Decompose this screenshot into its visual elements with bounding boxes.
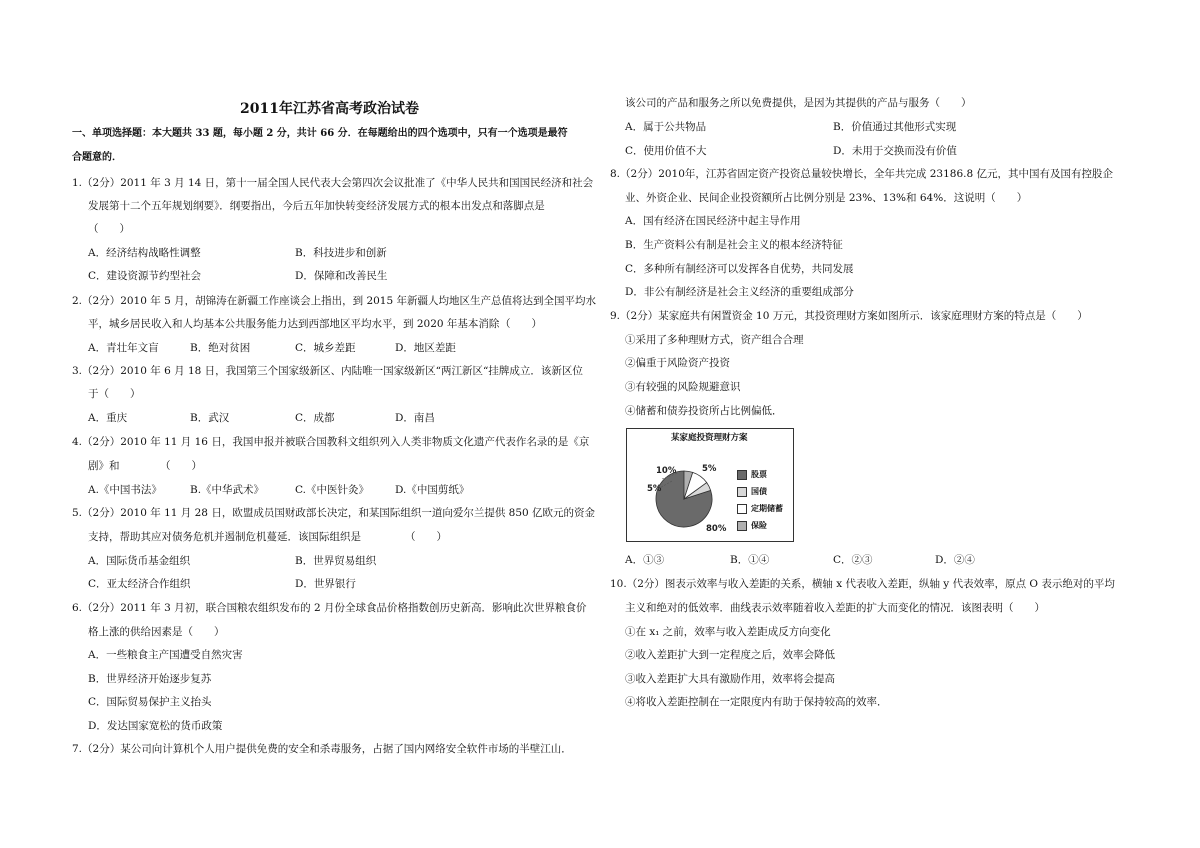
q2-paren: （ ）: [500, 318, 542, 330]
pie-chart-figure: [626, 428, 794, 542]
q9-option-d: D．②④: [935, 554, 975, 566]
q5-option-c: C．亚太经济合作组织: [88, 578, 191, 590]
q7-stem-1: 7.（2分）某公司向计算机个人用户提供免费的安全和杀毒服务，占据了国内网络安全软件市场的半壁江山．: [72, 743, 572, 755]
q10-stem-2: 主义和绝对的低效率．曲线表示效率随着收入差距的扩大而变化的情况．该图表明（ ）: [625, 602, 1045, 614]
chart-title: 某家庭投资理财方案: [671, 433, 748, 443]
q1-option-c: C．建设资源节约型社会: [88, 270, 202, 282]
section-heading: 一、单项选择题：本大题共 33 题，每小题 2 分，共计 66 分．在每题给出的四个选项中，只有一个选项是最符: [72, 128, 568, 139]
q9-stem-1: 9.（2分）某家庭共有闲置资金 10 万元，其投资理财方案如图所示．该家庭理财方案的特点是（ ）: [610, 310, 1088, 322]
q6-option-a: A．一些粮食主产国遭受自然灾害: [88, 649, 243, 661]
legend-label-0: 股票: [751, 469, 767, 479]
q8-option-d: D．非公有制经济是社会主义经济的重要组成部分: [625, 286, 854, 298]
q1-stem-1: 1.（2分）2011 年 3 月 14 日，第十一届全国人民代表大会第四次会议批准了《中华人民共和国国民经济和社会: [72, 177, 594, 189]
q1-option-b: B．科技进步和创新: [295, 247, 387, 259]
q3-option-a: A．重庆: [88, 412, 128, 424]
q4-stem-1: 4.（2分）2010 年 11 月 16 日，我国申报并被联合国教科文组织列入人类非物质文化遗产代表作名录的是《京: [72, 436, 590, 448]
q2-option-d: D．地区差距: [395, 342, 456, 354]
q10-statement-4: ④将收入差距控制在一定限度内有助于保持较高的效率．: [625, 696, 888, 708]
q8-option-c: C．多种所有制经济可以发挥各自优势，共同发展: [625, 263, 854, 275]
q3-option-b: B．武汉: [190, 412, 230, 424]
q2-stem-2: 平，城乡居民收入和人均基本公共服务能力达到西部地区平均水平，到 2020 年基本消除: [88, 318, 500, 330]
pie-label-0: 80%: [706, 524, 727, 534]
legend-swatch-2: [737, 504, 747, 514]
q2-option-c: C．城乡差距: [295, 342, 356, 354]
q6-option-b: B．世界经济开始逐步复苏: [88, 673, 212, 685]
q10-stem-1: 10.（2分）图表示效率与收入差距的关系，横轴 x 代表收入差距，纵轴 y 代表效率，原点 O 表示绝对的平均: [610, 578, 1115, 590]
q8-stem-2: 业、外资企业、民间企业投资额所占比例分别是 23%、13%和 64%．这说明（ ）: [625, 192, 1028, 204]
q9-option-a: A．①③: [625, 554, 665, 566]
legend-swatch-1: [737, 487, 747, 497]
q7-option-c: C．使用价值不大: [625, 145, 707, 157]
legend-swatch-3: [737, 521, 747, 531]
q10-statement-3: ③收入差距扩大具有激励作用，效率将会提高: [625, 673, 835, 685]
q8-stem-1: 8.（2分）2010年，江苏省固定资产投资总量较快增长，全年共完成 23186.8 亿元，其中国有及国有控股企: [610, 168, 1114, 180]
q1-paren: （ ）: [88, 223, 130, 235]
q10-statement-2: ②收入差距扩大到一定程度之后，效率会降低: [625, 649, 835, 661]
q5-option-a: A．国际货币基金组织: [88, 555, 191, 567]
q8-option-a: A．国有经济在国民经济中起主导作用: [625, 215, 801, 227]
q7-option-d: D．未用于交换而没有价值: [833, 145, 957, 157]
q1-option-d: D．保障和改善民生: [295, 270, 388, 282]
q7-stem-2: 该公司的产品和服务之所以免费提供，是因为其提供的产品与服务（ ）: [625, 97, 972, 109]
legend-label-2: 定期储蓄: [751, 503, 783, 513]
q4-option-d: D.《中国剪纸》: [395, 484, 470, 496]
legend-label-1: 国债: [751, 486, 767, 496]
q4-option-a: A.《中国书法》: [88, 484, 162, 496]
q5-option-b: B．世界贸易组织: [295, 555, 377, 567]
q3-stem-1: 3.（2分）2010 年 6 月 18 日，我国第三个国家级新区、内陆唯一国家级新区“两江新区“挂牌成立．该新区位: [72, 365, 583, 377]
paper-title: 2011年江苏省高考政治试卷: [240, 101, 419, 117]
q7-option-b: B．价值通过其他形式实现: [833, 121, 957, 133]
pie-label-3: 5%: [647, 484, 662, 494]
q4-option-c: C.《中医针灸》: [295, 484, 369, 496]
pie-label-2: 10%: [656, 466, 677, 476]
q10-statement-1: ①在 x₁ 之前，效率与收入差距成反方向变化: [625, 626, 831, 638]
q9-statement-3: ③有较强的风险规避意识: [625, 381, 741, 393]
q4-paren: （ ）: [160, 460, 202, 472]
q1-stem-2: 发展第十二个五年规划纲要》．纲要指出，今后五年加快转变经济发展方式的根本出发点和落脚点是: [88, 200, 545, 212]
q6-option-c: C．国际贸易保护主义抬头: [88, 696, 212, 708]
q9-option-b: B．①④: [730, 554, 770, 566]
q3-stem-2: 于（ ）: [88, 388, 141, 400]
q5-stem-1: 5.（2分）2010 年 11 月 28 日，欧盟成员国财政部长决定，和某国际组织一道向爱尔兰提供 850 亿欧元的资金: [72, 507, 596, 519]
q5-stem-2: 支持，帮助其应对债务危机并遏制危机蔓延．该国际组织是: [88, 531, 361, 543]
legend-swatch-0: [737, 470, 747, 480]
q5-option-d: D．世界银行: [295, 578, 356, 590]
q1-option-a: A．经济结构战略性调整: [88, 247, 201, 259]
q6-stem-2: 格上涨的供给因素是（ ）: [88, 626, 225, 638]
q2-stem-1: 2.（2分）2010 年 5 月，胡锦涛在新疆工作座谈会上指出，到 2015 年新疆人均地区生产总值将达到全国平均水: [72, 295, 597, 307]
q8-option-b: B．生产资料公有制是社会主义的根本经济特征: [625, 239, 843, 251]
q5-paren: （ ）: [405, 531, 447, 543]
q9-statement-4: ④储蓄和债券投资所占比例偏低．: [625, 405, 783, 417]
q2-option-a: A．青壮年文盲: [88, 342, 159, 354]
q6-option-d: D．发达国家宽松的货币政策: [88, 720, 223, 732]
q7-option-a: A．属于公共物品: [625, 121, 707, 133]
q9-option-c: C．②③: [833, 554, 873, 566]
q4-option-b: B.《中华武术》: [190, 484, 265, 496]
legend-label-3: 保险: [751, 520, 767, 530]
q6-stem-1: 6.（2分）2011 年 3 月初，联合国粮农组织发布的 2 月份全球食品价格指数创历史新高．影响此次世界粮食价: [72, 602, 587, 614]
section-heading-cont: 合题意的．: [72, 152, 122, 163]
q9-statement-2: ②偏重于风险资产投资: [625, 357, 730, 369]
q2-option-b: B．绝对贫困: [190, 342, 251, 354]
q9-statement-1: ①采用了多种理财方式，资产组合合理: [625, 334, 804, 346]
pie-chart-svg: [627, 429, 795, 543]
q4-stem-2: 剧》和: [88, 460, 120, 472]
q3-option-d: D．南昌: [395, 412, 435, 424]
q3-option-c: C．成都: [295, 412, 335, 424]
pie-label-1: 5%: [702, 464, 717, 474]
